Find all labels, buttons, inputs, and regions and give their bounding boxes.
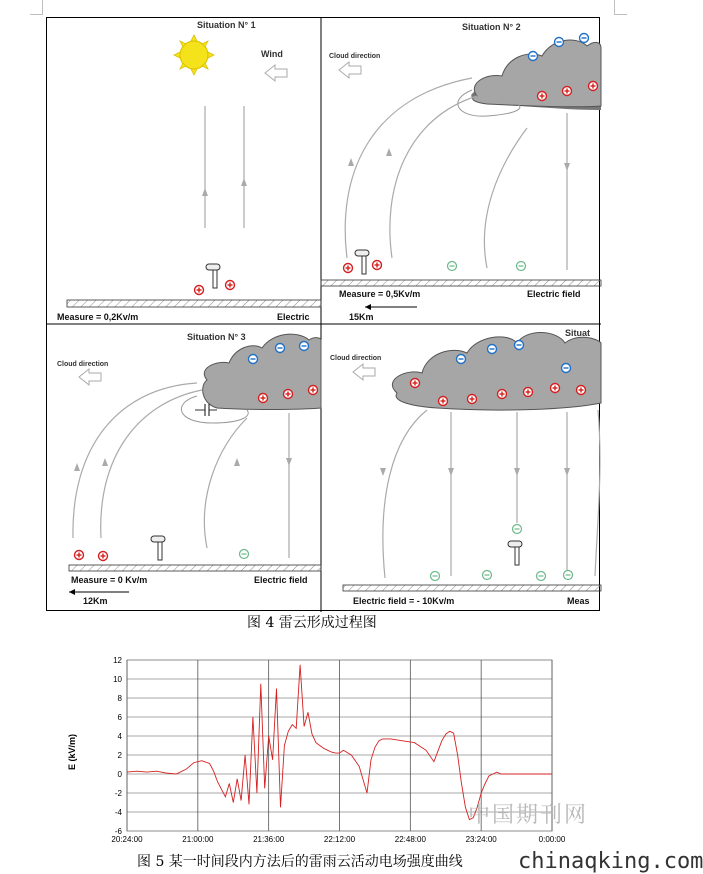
negative-charge-icon [240, 550, 249, 559]
field-arrow-icon [564, 468, 570, 476]
field-arrow-icon [102, 458, 108, 466]
positive-charge-icon [538, 92, 547, 101]
panel-3-cloud-direction: Cloud direction [57, 361, 109, 368]
field-mill-icon [508, 541, 522, 565]
field-arrow-icon [386, 148, 392, 156]
y-tick-label: -4 [114, 808, 122, 817]
y-axis-ticks [113, 656, 122, 836]
field-line [101, 390, 202, 538]
cloud-direction-arrow-icon [79, 369, 101, 385]
x-tick-label: 21:36:00 [253, 835, 285, 844]
positive-charge-icon [577, 386, 586, 395]
positive-charge-icon [524, 388, 533, 397]
panel-2-title: Situation N° 2 [462, 22, 521, 32]
figure-5-caption: 图 5 某一时间段内方法后的雷雨云活动电场强度曲线 [137, 854, 463, 870]
field-arrow-icon [564, 163, 570, 171]
field-line [73, 383, 197, 538]
x-tick-label: 22:12:00 [323, 835, 356, 844]
positive-charge-icon [99, 552, 108, 561]
positive-charge-icon [195, 286, 204, 295]
positive-charge-icon [411, 379, 420, 388]
y-tick-label: 12 [113, 656, 122, 665]
y-tick-label: 6 [117, 713, 122, 722]
negative-charge-icon [555, 38, 564, 47]
ground-strip [69, 565, 321, 571]
positive-charge-icon [226, 281, 235, 290]
field-arrow-icon [241, 178, 247, 186]
panel-4-cloud-direction: Cloud direction [330, 355, 382, 362]
figure-4-caption: 图 4 雷云形成过程图 [247, 615, 377, 631]
field-arrow-icon [74, 463, 80, 471]
positive-charge-icon [259, 394, 268, 403]
field-line [595, 410, 600, 576]
negative-charge-icon [431, 572, 440, 581]
watermark-url: chinaqking.com [518, 849, 703, 874]
field-arrow-icon [348, 158, 354, 166]
field-mill-icon [355, 250, 369, 274]
negative-charge-icon [249, 355, 258, 364]
wind-arrow-icon [265, 65, 287, 81]
field-arrow-icon [286, 458, 292, 466]
y-tick-label: 0 [117, 770, 122, 779]
field-arrow-icon [448, 468, 454, 476]
panel-2-measure: Measure = 0,5Kv/m [339, 289, 421, 299]
y-tick-label: 8 [117, 694, 122, 703]
page-corner-mark-left [30, 0, 43, 15]
field-line [484, 128, 527, 268]
ground-strip [343, 585, 601, 591]
x-tick-label: 23:24:00 [465, 835, 497, 844]
thundercloud-formation-figure [46, 17, 600, 611]
negative-charge-icon [562, 364, 571, 373]
panel-situation-3 [57, 332, 321, 606]
field-line [383, 410, 427, 578]
y-tick-label: -2 [114, 789, 122, 798]
panel-2-field-label: Electric field [527, 289, 581, 299]
distance-arrow-head-icon [69, 589, 75, 595]
panel-3-measure: Measure = 0 Kv/m [71, 575, 148, 585]
x-tick-label: 22:48:00 [394, 835, 426, 844]
field-mill-icon [206, 264, 220, 288]
panel-1-title: Situation N° 1 [197, 20, 256, 30]
positive-charge-icon [551, 384, 560, 393]
cloud-direction-arrow-icon [353, 364, 375, 380]
positive-charge-icon [373, 261, 382, 270]
field-arrow-icon [234, 458, 240, 466]
y-tick-label: -6 [114, 827, 122, 836]
field-line [345, 78, 472, 258]
field-line [204, 418, 247, 548]
negative-charge-icon [488, 345, 497, 354]
y-tick-label: 2 [117, 751, 122, 760]
panel-situation-4 [330, 328, 601, 606]
panel-1-field-label: Electric [277, 312, 310, 322]
positive-charge-icon [589, 82, 598, 91]
negative-charge-icon [457, 355, 466, 364]
negative-charge-icon [483, 571, 492, 580]
negative-charge-icon [276, 344, 285, 353]
panel-situation-1 [57, 20, 321, 322]
field-arrow-icon [380, 468, 386, 476]
y-tick-label: 10 [113, 675, 122, 684]
positive-charge-icon [468, 395, 477, 404]
x-tick-label: 20:24:00 [111, 835, 143, 844]
panel-4-measure: Electric field = - 10Kv/m [353, 596, 455, 606]
positive-charge-icon [75, 551, 84, 560]
field-arrow-icon [202, 188, 208, 196]
ground-strip [321, 280, 601, 286]
panel-4-field-label: Meas [567, 596, 590, 606]
negative-charge-icon [517, 262, 526, 271]
field-line [390, 96, 477, 258]
panel-2-distance: 15Km [349, 312, 374, 322]
panel-4-title: Situat [565, 328, 591, 338]
x-tick-label: 0:00:00 [538, 835, 566, 844]
panel-3-title: Situation N° 3 [187, 332, 246, 342]
distance-arrow-head-icon [365, 304, 371, 310]
panel-3-field-label: Electric field [254, 575, 308, 585]
negative-charge-icon [515, 341, 524, 350]
wind-label: Wind [261, 49, 283, 59]
thundercloud-diagram [47, 18, 601, 612]
panel-1-measure: Measure = 0,2Kv/m [57, 312, 139, 322]
negative-charge-icon [529, 52, 538, 61]
field-mill-icon [151, 536, 165, 560]
panel-situation-2 [321, 22, 601, 322]
cloud-direction-arrow-icon [339, 62, 361, 78]
positive-charge-icon [284, 390, 293, 399]
x-tick-label: 21:00:00 [182, 835, 214, 844]
positive-charge-icon [344, 264, 353, 273]
watermark-chinese: 中国期刊网 [468, 803, 589, 828]
negative-charge-icon [300, 342, 309, 351]
negative-charge-icon [580, 34, 589, 43]
positive-charge-icon [563, 87, 572, 96]
ground-strip [67, 300, 321, 307]
y-axis-label: E (kV/m) [67, 733, 77, 771]
positive-charge-icon [439, 397, 448, 406]
y-tick-label: 4 [117, 732, 122, 741]
negative-charge-icon [513, 525, 522, 534]
negative-charge-icon [537, 572, 546, 581]
panel-3-distance: 12Km [83, 596, 108, 606]
negative-charge-icon [564, 571, 573, 580]
thundercloud [473, 40, 601, 107]
positive-charge-icon [309, 386, 318, 395]
negative-charge-icon [448, 262, 457, 271]
field-arrow-icon [514, 468, 520, 476]
sun-icon [174, 35, 214, 75]
positive-charge-icon [498, 390, 507, 399]
page-corner-mark-right [614, 0, 627, 15]
x-axis-ticks [111, 835, 565, 844]
panel-2-cloud-direction: Cloud direction [329, 53, 381, 60]
